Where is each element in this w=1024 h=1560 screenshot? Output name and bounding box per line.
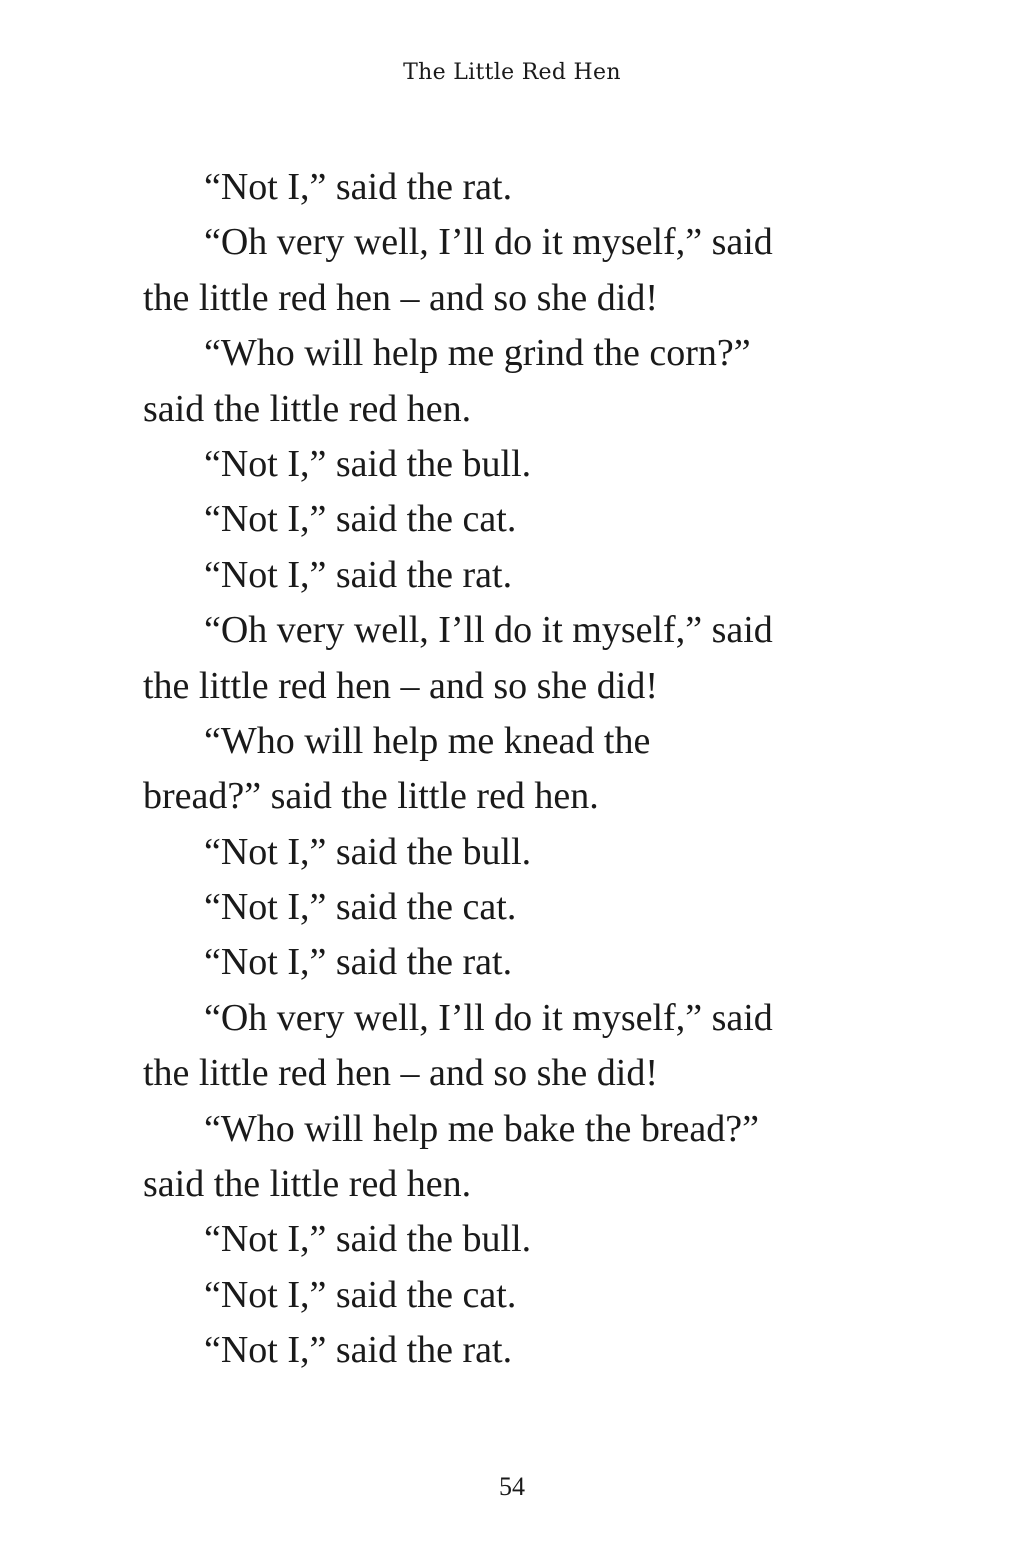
text-line: “Not I,” said the rat. <box>204 166 513 208</box>
text-line: the little red hen – and so she did! <box>143 1052 658 1095</box>
text-line: “Not I,” said the cat. <box>204 886 517 929</box>
text-line: “Oh very well, I’ll do it myself,” said <box>204 221 773 264</box>
text-line: the little red hen – and so she did! <box>143 664 658 707</box>
text-line: “Not I,” said the cat. <box>204 1273 517 1316</box>
running-head-title: The Little Red Hen <box>403 60 621 85</box>
body-text <box>143 160 883 1379</box>
text-line: the little red hen – and so she did! <box>143 276 658 319</box>
text-line: “Who will help me bake the bread?” <box>204 1107 759 1150</box>
text-line: “Not I,” said the rat. <box>204 941 513 984</box>
text-line: said the little red hen. <box>143 387 472 430</box>
text-line: “Who will help me knead the <box>204 719 651 762</box>
page-number: 54 <box>499 1472 525 1501</box>
text-line: “Not I,” said the bull. <box>204 830 532 873</box>
text-line: said the little red hen. <box>143 1163 472 1206</box>
text-line: “Oh very well, I’ll do it myself,” said <box>204 996 773 1039</box>
text-line: “Not I,” said the rat. <box>204 1329 513 1372</box>
text-line: “Oh very well, I’ll do it myself,” said <box>204 609 773 652</box>
text-line: “Not I,” said the cat. <box>204 498 517 541</box>
text-line: “Not I,” said the bull. <box>204 442 532 485</box>
text-line: “Who will help me grind the corn?” <box>204 332 751 375</box>
text-line: “Not I,” said the bull. <box>204 1218 532 1261</box>
text-line: bread?” said the little red hen. <box>143 775 599 818</box>
text-line: “Not I,” said the rat. <box>204 553 513 596</box>
